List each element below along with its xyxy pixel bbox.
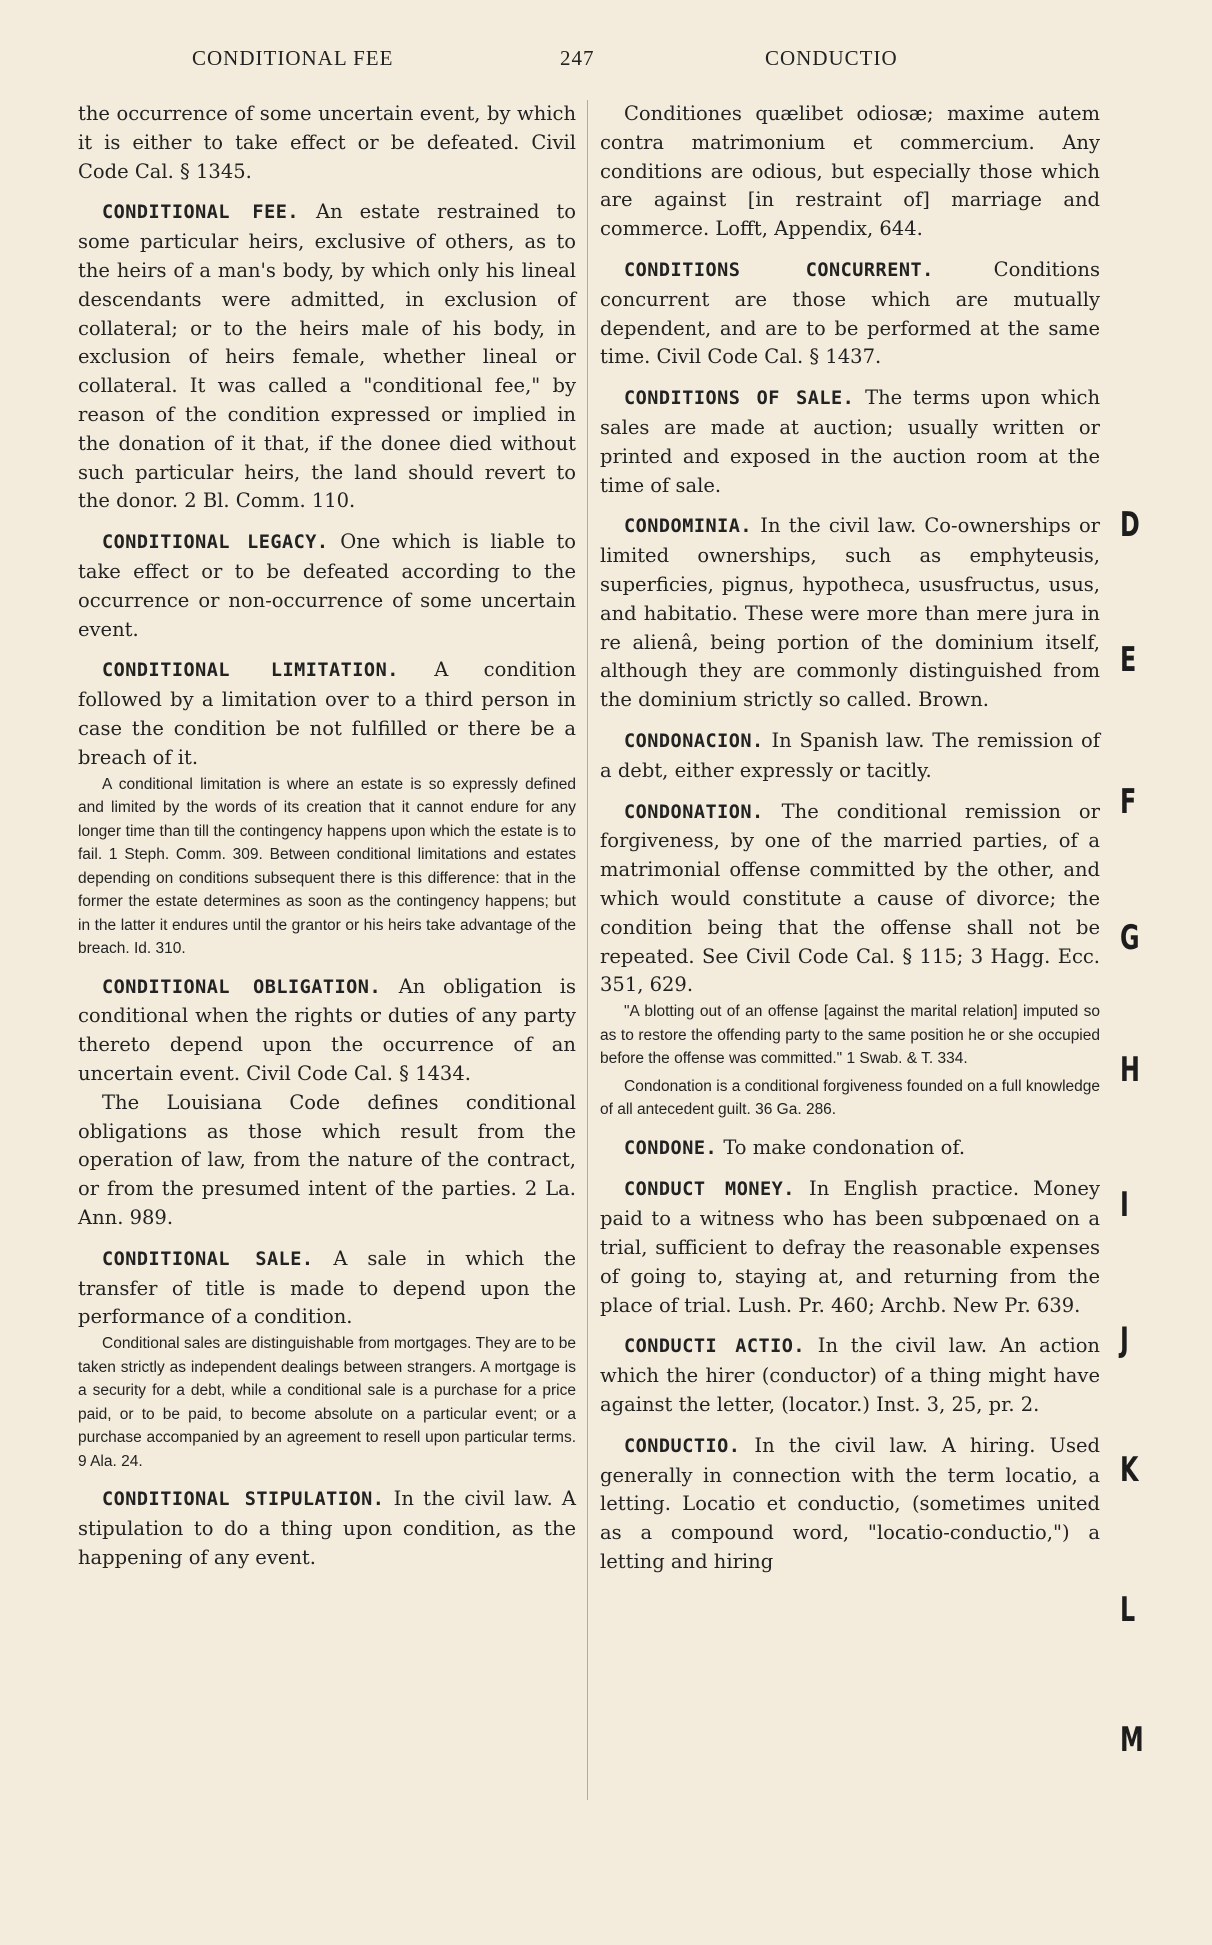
thumb-index-letter: K — [1120, 1450, 1139, 1490]
entry-headword: CONDOMINIA. — [624, 516, 753, 538]
entry-definition — [600, 727, 1100, 786]
header-right-guide-word: CONDUCTIO — [765, 46, 898, 70]
dictionary-entry — [600, 727, 1100, 786]
entry-text: In English practice. Money paid to a witness who has been subpœnaed on a trial, sufficient to defray the reasonable expenses of going to, staying at, and returning from the place of trial. Lush. Pr. 460; Archb. New Pr. 639. — [600, 1177, 1100, 1317]
entry-headword: CONDUCTI ACTIO. — [624, 1336, 806, 1358]
dictionary-entry — [78, 1485, 576, 1572]
dictionary-entry — [600, 256, 1100, 372]
dictionary-entry — [600, 1332, 1100, 1419]
thumb-index-letter: D — [1120, 505, 1140, 545]
entry-continuation: The Louisiana Code defines conditional obligations as those which result from the operation of law, from the nature of the contract, or from the presumed intent of the parties. 2 La. Ann. 989. — [78, 1090, 576, 1229]
entry-headword: CONDUCTIO. — [624, 1435, 741, 1457]
entry-headword: CONDITIONS CONCURRENT. — [624, 259, 934, 281]
entry-headword: CONDITIONS OF SALE. — [624, 388, 855, 410]
dictionary-entry — [78, 198, 576, 516]
entry-headword: CONDITIONAL SALE. — [102, 1248, 314, 1270]
entry-text: In the civil law. An action which the hirer (conductor) of a thing might have against the letter, (locator.) Inst. 3, 25, pr. 2. — [600, 1334, 1100, 1416]
entry-text: The conditional remission or forgiveness, by one of the married parties, of a matrimonial offense committed by the other, and which would constitute a cause of divorce; the condition being that the offense shall not be repeated. See Civil Code Cal. § 115; 3 Hagg. Ecc. 351, 629. — [600, 799, 1100, 997]
entry-text: To make condonation of. — [723, 1135, 966, 1159]
entry-text: In the civil law. A stipulation to do a thing upon condition, as the happening of any event. — [78, 1487, 577, 1569]
entry-headword: CONDITIONAL STIPULATION. — [102, 1489, 385, 1511]
entry-definition — [78, 100, 576, 186]
left-column — [78, 100, 576, 1584]
page-number: 247 — [560, 46, 595, 70]
thumb-index-letter: G — [1120, 918, 1140, 958]
dictionary-entry — [78, 973, 576, 1233]
dictionary-entry — [600, 384, 1100, 500]
entry-definition — [600, 512, 1100, 715]
dictionary-entry — [600, 1432, 1100, 1577]
entry-headword: CONDUCT MONEY. — [624, 1179, 795, 1201]
entry-definition — [78, 1485, 576, 1572]
thumb-index-letter: I — [1120, 1185, 1129, 1225]
entry-definition — [78, 198, 576, 516]
right-column — [600, 100, 1100, 1589]
entry-headword: CONDITIONAL FEE. — [102, 202, 299, 224]
entry-definition — [600, 1175, 1100, 1320]
dictionary-entry — [78, 528, 576, 644]
entry-text: An estate restrained to some particular heirs, exclusive of others, as to the heirs of a man's body, by which only his lineal descendants were admitted, in exclusion of collateral; or to the heirs male of his body, in exclusion of heirs female, whether lineal or collateral. It was called a "conditional fee," by reason of the condition expressed or implied in the donation of it that, if the donee died without such particular heirs, the land should revert to the donor. 2 Bl. Comm. 110. — [78, 200, 576, 513]
entry-definition — [600, 256, 1100, 372]
entry-text: A condition followed by a limitation over to a third person in case the condition be not fulfilled or there be a breach of it. — [78, 658, 576, 769]
entry-text: In the civil law. Co-ownerships or limited ownerships, such as emphyteusis, superficies, pignus, hypotheca, ususfructus, usus, and habitatio. These were more than mere jura in re alienâ, being portion of the dominium itself, although they are commonly distinguished from the dominium strictly so called. Brown. — [600, 514, 1101, 712]
entry-text: A sale in which the transfer of title is made to depend upon the performance of a condition. — [78, 1246, 576, 1329]
entry-definition — [78, 528, 576, 644]
thumb-index-letter: M — [1120, 1720, 1144, 1760]
dictionary-entry — [78, 656, 576, 960]
entry-definition — [78, 973, 576, 1089]
entry-note: A conditional limitation is where an estate is so expressly defined and limited by the words of its creation that it cannot endure for any longer time than till the contingency happens upon which the estate is to fail. 1 Steph. Comm. 309. Between conditional limitations and estates depending on conditions subsequent there is this difference: that in the former the estate determines as soon as the contingency happens; but in the latter it endures until the grantor or his heirs take advantage of the breach. Id. 310. — [78, 775, 576, 958]
entry-note: Condonation is a conditional forgiveness founded on a full knowledge of all antecedent guilt. 36 Ga. 286. — [600, 1077, 1100, 1119]
entry-headword: CONDONE. — [624, 1137, 718, 1159]
dictionary-entry — [600, 1134, 1100, 1164]
thumb-index-letter: J — [1120, 1320, 1129, 1360]
dictionary-entry — [600, 100, 1100, 244]
entry-definition — [600, 384, 1100, 500]
entry-text: Conditions concurrent are those which are mutually dependent, and are to be performed at the same time. Civil Code Cal. § 1437. — [600, 257, 1100, 369]
dictionary-entry — [78, 1245, 576, 1473]
entry-headword: CONDONACION. — [624, 730, 764, 752]
entry-definition — [600, 798, 1100, 1001]
running-header — [0, 46, 1212, 76]
entry-note: Conditional sales are distinguishable from mortgages. They are to be taken strictly as independent dealings between strangers. A mortgage is a security for a debt, while a conditional sale is a purchase for a price paid, or to be paid, to become absolute on a particular event; or a purchase accompanied by an agreement to resell upon particular terms. 9 Ala. 24. — [78, 1335, 576, 1470]
thumb-index — [1112, 0, 1172, 1945]
header-left-guide-word: CONDITIONAL FEE — [192, 46, 394, 70]
entry-note: "A blotting out of an offense [against the marital relation] imputed so as to restore the offending party to the same position he or she occupied before the offense was committed." 1 Swab. & T. 334. — [600, 1003, 1100, 1068]
entry-headword: CONDONATION. — [624, 801, 764, 823]
entry-definition — [78, 1245, 576, 1332]
entry-definition — [600, 1332, 1100, 1419]
entry-definition — [600, 1432, 1100, 1577]
thumb-index-letter: F — [1120, 782, 1137, 822]
dictionary-entry — [600, 798, 1100, 1122]
column-divider — [587, 100, 588, 1800]
entry-definition — [78, 656, 576, 772]
dictionary-entry — [78, 100, 576, 186]
entry-headword: CONDITIONAL OBLIGATION. — [102, 976, 382, 998]
entry-text: In Spanish law. The remission of a debt, either expressly or tacitly. — [600, 728, 1100, 782]
entry-text: The terms upon which sales are made at auction; usually written or printed and exposed in the auction room at the time of sale. — [600, 386, 1100, 497]
entry-headword: CONDITIONAL LEGACY. — [102, 532, 329, 554]
thumb-index-letter: L — [1120, 1590, 1136, 1630]
entry-headword: CONDITIONAL LIMITATION. — [102, 660, 399, 682]
entry-text: Conditiones quælibet odiosæ; maxime autem contra matrimonium et commercium. Any conditions are odious, but especially those which are against [in restraint of] marriage and commerce. Lofft, Appendix, 644. — [600, 102, 1100, 241]
entry-text: An obligation is conditional when the rights or duties of any party thereto depend upon the occurrence of an uncertain event. Civil Code Cal. § 1434. — [78, 974, 576, 1085]
entry-text: In the civil law. A hiring. Used generally in connection with the term locatio, a letting. Locatio et conductio, (sometimes united as a compound word, "locatio-conductio,") a letting and hiring — [600, 1433, 1100, 1573]
entry-text: the occurrence of some uncertain event, by which it is either to take effect or be defeated. Civil Code Cal. § 1345. — [78, 102, 576, 183]
dictionary-entry — [600, 512, 1100, 715]
dictionary-entry — [600, 1175, 1100, 1320]
thumb-index-letter: H — [1120, 1050, 1140, 1090]
thumb-index-letter: E — [1120, 640, 1137, 680]
entry-text: One which is liable to take effect or to be defeated according to the occurrence or non-occurrence of some uncertain event. — [78, 530, 576, 641]
entry-definition — [600, 1134, 1100, 1164]
entry-definition — [600, 100, 1100, 244]
